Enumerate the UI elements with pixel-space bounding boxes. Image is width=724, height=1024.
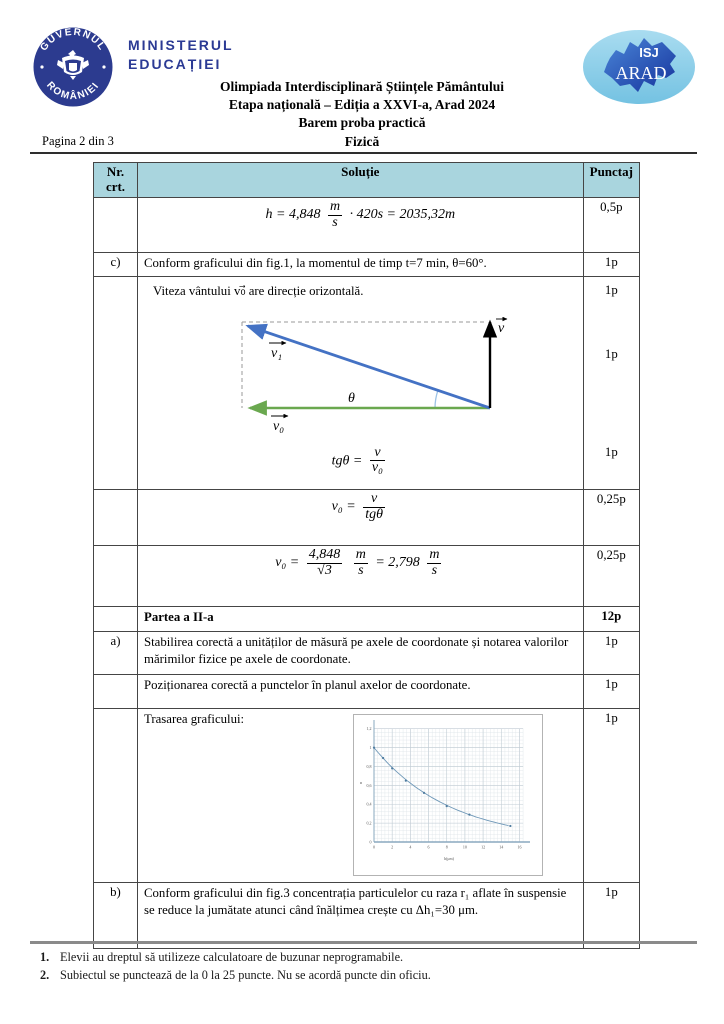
nr-cell: [94, 276, 138, 489]
footnote-2-number: 2.: [40, 968, 50, 983]
punctaj-cell: 1p: [583, 708, 639, 882]
formula-tg-theta: tgθ = $\frac{v}{\text{v₀}}$: [331, 444, 383, 476]
vector-v1-arrow: [248, 326, 490, 408]
punctaj-cell: 0,25p: [583, 489, 639, 545]
label-v: v: [498, 320, 505, 336]
gov-seal-bottom-text: ROMÂNIEI: [44, 79, 102, 103]
solution-cell: Poziționarea corectă a punctelor în planul axelor de coordonate.: [138, 674, 584, 708]
theta-arc: [435, 390, 438, 408]
footnote-1: [40, 948, 431, 966]
svg-text:0: 0: [369, 839, 372, 845]
header-divider: [30, 152, 697, 154]
formula-h: h = 4,848 $\frac{m}{s}$ · 420s = 2035,32m: [265, 198, 456, 230]
table-row: [94, 545, 640, 606]
solution-cell: Conform graficului din fig.1, la momentul de timp t=7 min, θ=60°.: [138, 252, 584, 276]
svg-text:10: 10: [462, 844, 467, 850]
punctaj-cell: 12p: [583, 606, 639, 631]
nr-cell: [94, 489, 138, 545]
solution-cell: Conform graficului din fig.3 concentrația particulelor cu raza r₁ aflate în suspensie se reduce la jumătate atunci când înălțimea crește cu Δh₁=30 μm.: [138, 882, 584, 948]
statement-trasarea: Trasarea graficului:: [144, 711, 245, 726]
label-v0: v₀: [273, 418, 285, 434]
col-header-solutie: Soluție: [138, 163, 584, 198]
svg-text:1,2: 1,2: [366, 726, 372, 732]
punctaj-value: 1p: [604, 282, 618, 297]
svg-text:16: 16: [517, 844, 522, 850]
nr-cell: [94, 674, 138, 708]
gov-seal-top-text: GUVERNUL: [38, 26, 108, 54]
ministry-line2: EDUCAȚIEI: [128, 55, 222, 72]
title-line-3: Barem proba practică: [298, 115, 426, 131]
col-header-punctaj: Punctaj: [583, 163, 639, 198]
punctaj-cell: 1p: [583, 674, 639, 708]
formula-v0-numeric: v₀ = $\frac{4,848}{√3}$ $\frac{m}{s}$ = 2,798 $\frac{m}{s}$: [275, 546, 440, 578]
footnote-2: [40, 966, 431, 984]
arad-text: ARAD: [615, 63, 667, 83]
nr-cell: [94, 545, 138, 606]
solution-cell: [138, 197, 584, 252]
svg-text:6: 6: [427, 844, 430, 850]
nr-cell: b): [94, 882, 138, 948]
solution-cell: Stabilirea corectă a unităților de măsură pe axele de coordonate și notarea valorilor mărimilor fizice pe axele de coordonate.: [138, 631, 584, 674]
formula-v0: v₀ = $\frac{v}{\text{tgθ}}$: [331, 490, 383, 522]
table-row: [94, 489, 640, 545]
page-number-label: Pagina 2 din 3: [42, 134, 114, 148]
svg-text:2: 2: [391, 844, 394, 850]
svg-text:0,4: 0,4: [366, 801, 372, 807]
svg-text:4: 4: [409, 844, 412, 850]
label-theta: θ: [348, 390, 355, 406]
punctaj-cell: [583, 276, 639, 489]
table-row: [94, 197, 640, 252]
table-row: [94, 708, 640, 882]
footnote-1-text: Elevii au dreptul să utilizeze calculatoare de buzunar neprogramabile.: [60, 950, 404, 964]
ministry-label: [128, 36, 234, 74]
ministry-line1: MINISTERUL: [128, 37, 234, 53]
table-row: [94, 882, 640, 948]
table-row: [94, 252, 640, 276]
footer-divider: [30, 941, 697, 944]
svg-text:14: 14: [499, 844, 504, 850]
nr-cell: c): [94, 252, 138, 276]
nr-cell: a): [94, 631, 138, 674]
svg-text:h(μm): h(μm): [444, 855, 454, 861]
nr-cell: [94, 606, 138, 631]
figure-graph-box: [353, 714, 543, 876]
svg-text:0: 0: [373, 844, 375, 850]
punctaj-cell: 0,25p: [583, 545, 639, 606]
concentration-height-graph: [356, 717, 540, 869]
svg-text:0,8: 0,8: [366, 763, 372, 769]
table-header-row: [94, 163, 640, 198]
svg-text:n: n: [358, 781, 363, 784]
nr-cell: [94, 197, 138, 252]
table-row: [94, 674, 640, 708]
nr-cell: [94, 708, 138, 882]
footnotes: [40, 948, 431, 985]
statement-viteza: Viteza vântului v₀⃗ are direcție orizontală.: [153, 283, 364, 298]
solution-cell: [138, 708, 584, 882]
punctaj-cell: 0,5p: [583, 197, 639, 252]
table-row: [94, 631, 640, 674]
barem-table: [93, 162, 640, 949]
label-v1: v₁: [271, 345, 283, 361]
footnote-1-number: 1.: [40, 950, 50, 964]
velocity-vector-diagram: [190, 314, 524, 436]
solution-cell: [138, 489, 584, 545]
solution-cell: [138, 276, 584, 489]
svg-text:0,6: 0,6: [366, 782, 372, 788]
solution-cell: [138, 545, 584, 606]
table-row: [94, 276, 640, 489]
section-title-partea-2: Partea a II-a: [138, 606, 584, 631]
title-line-2: Etapa națională – Ediția a XXVI-a, Arad 2024: [228, 97, 496, 113]
title-line-1: Olimpiada Interdisciplinară Științele Pământului: [220, 79, 504, 94]
footnote-2-text: Subiectul se punctează de la 0 la 25 puncte. Nu se acordă puncte din oficiu.: [60, 968, 431, 983]
col-header-nr-crt: Nr. crt.: [94, 163, 138, 198]
isj-text: ISJ: [639, 45, 659, 60]
svg-text:8: 8: [445, 844, 448, 850]
punctaj-value: 1p: [604, 346, 618, 361]
title-line-4: Fizică: [344, 133, 380, 149]
table-row: [94, 606, 640, 631]
svg-text:1: 1: [369, 744, 372, 750]
punctaj-cell: 1p: [583, 882, 639, 948]
punctaj-cell: 1p: [583, 631, 639, 674]
svg-text:12: 12: [481, 844, 486, 850]
punctaj-value: 1p: [604, 444, 618, 459]
punctaj-cell: 1p: [583, 252, 639, 276]
svg-text:0,2: 0,2: [366, 820, 372, 826]
